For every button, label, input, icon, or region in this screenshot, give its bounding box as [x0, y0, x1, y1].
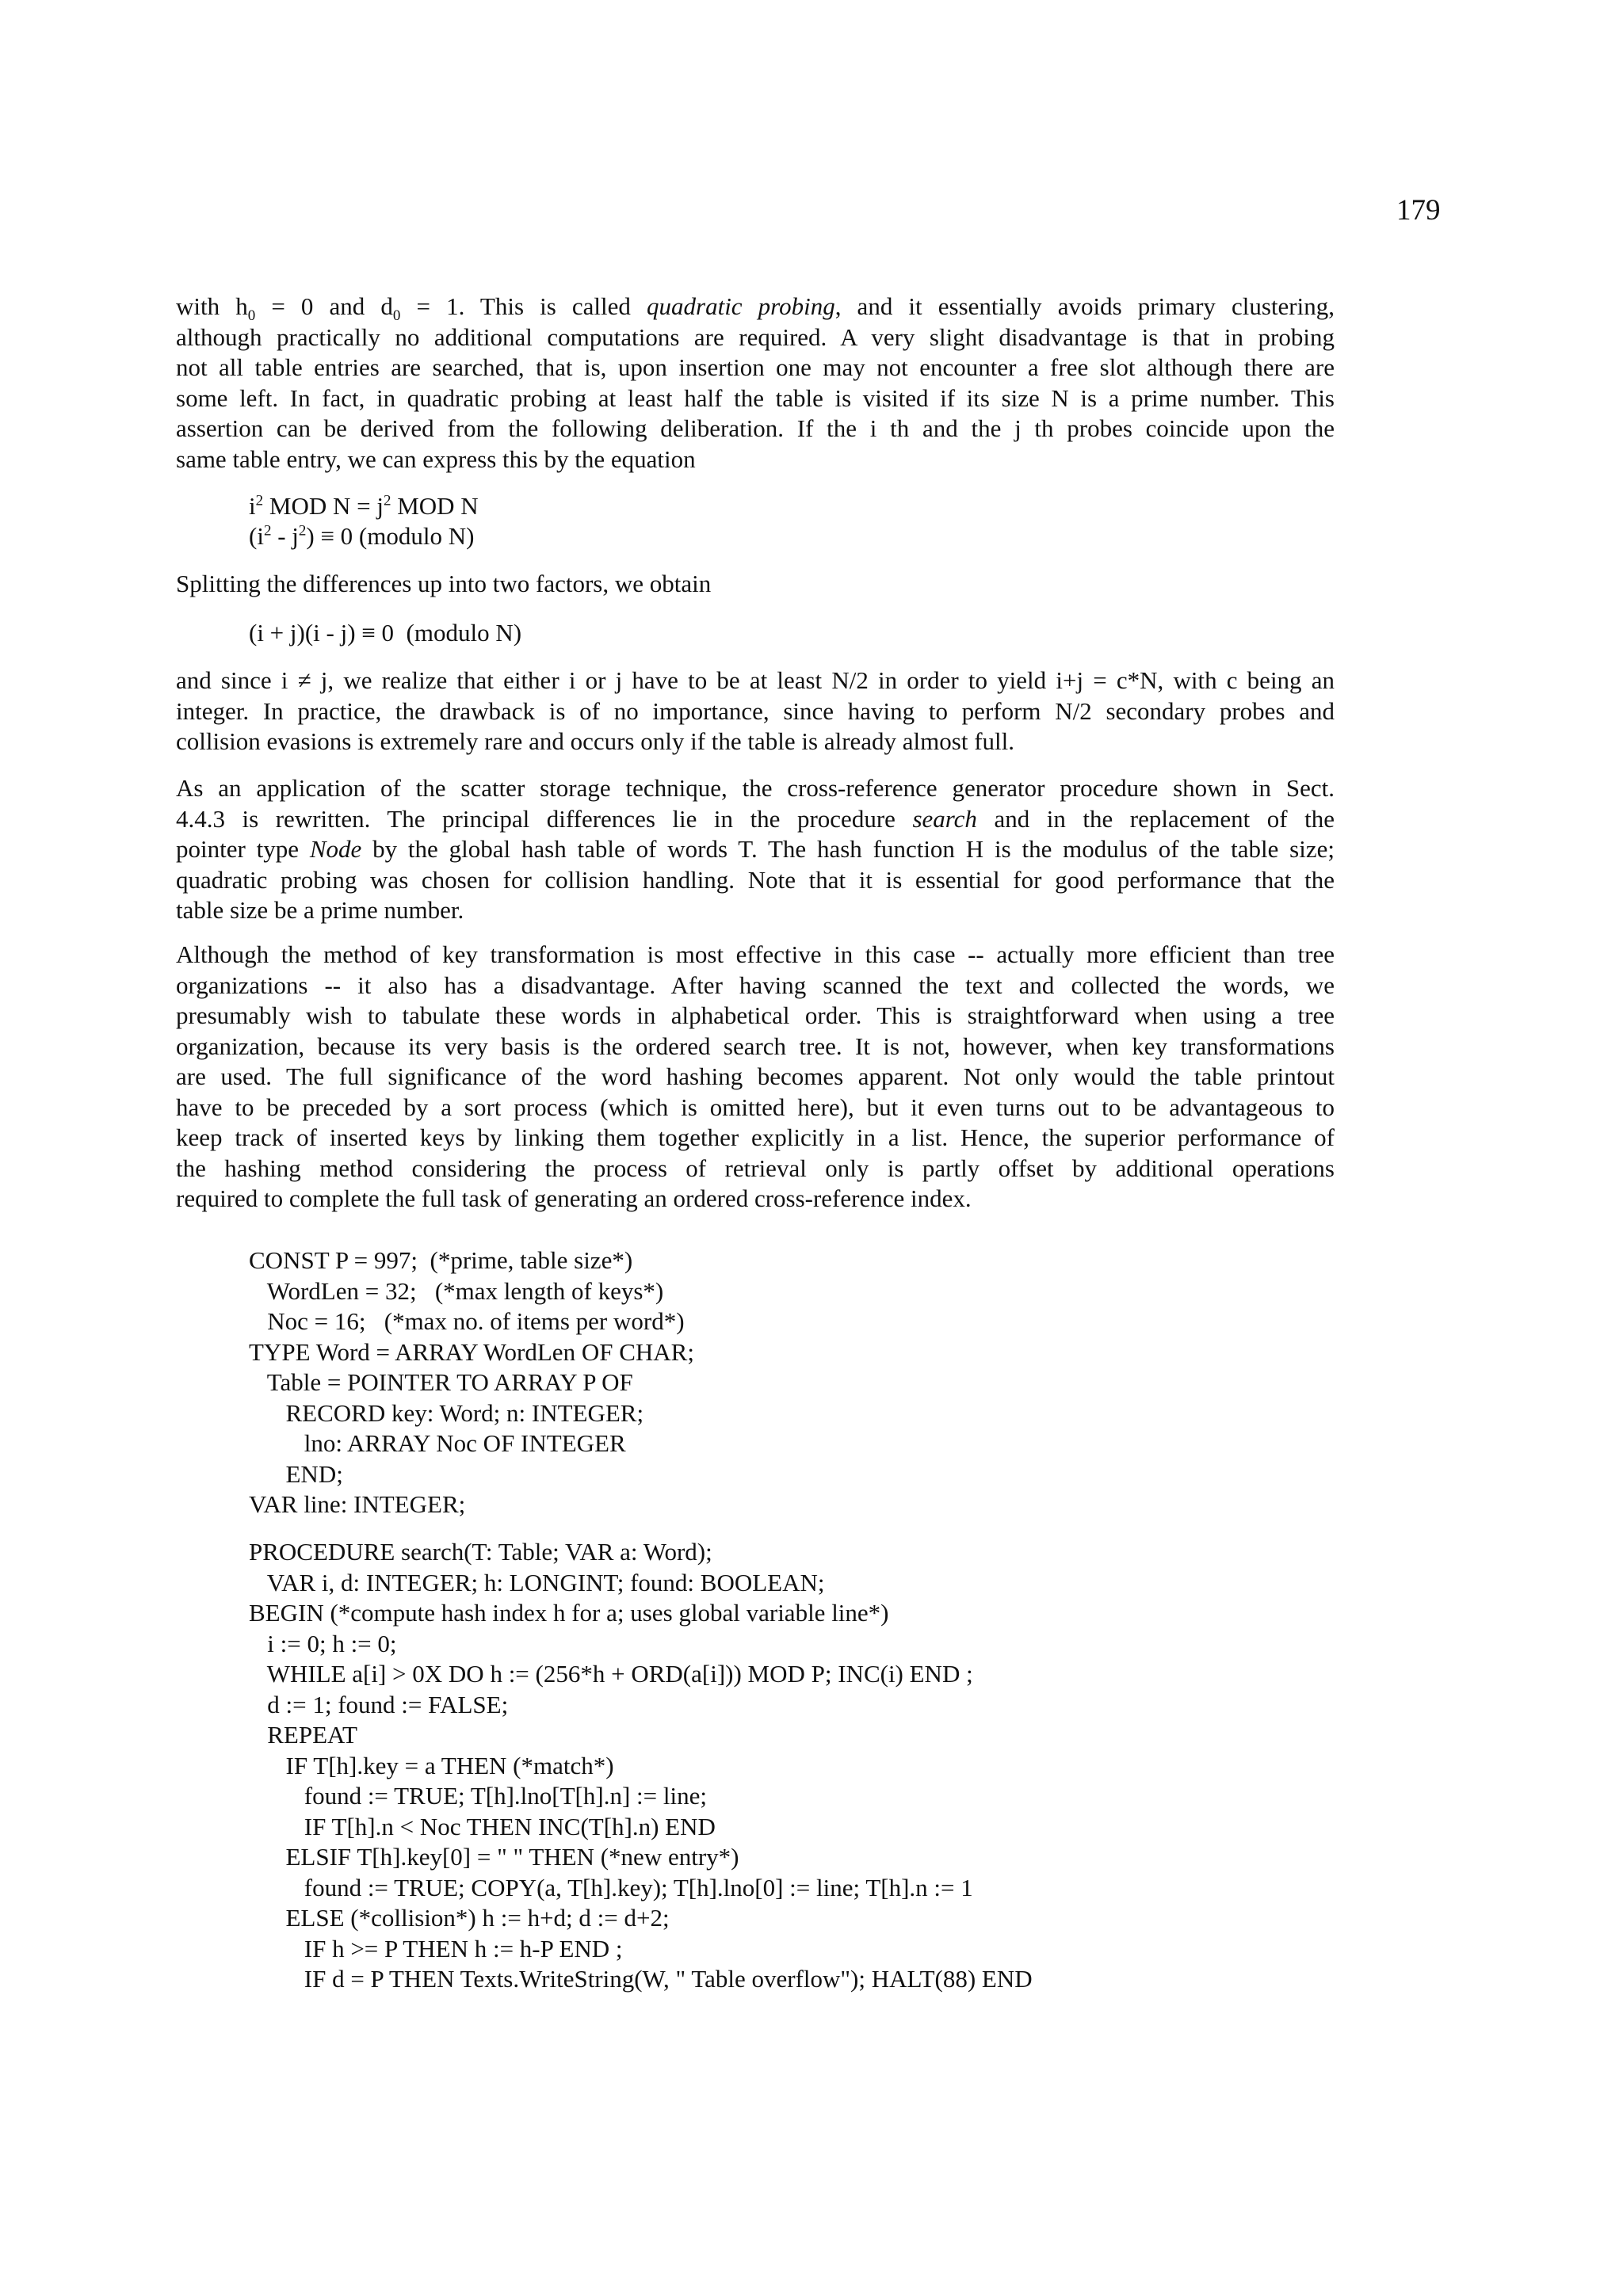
- code-line: IF T[h].key = a THEN (*match*): [249, 1751, 614, 1779]
- code-line: PROCEDURE search(T: Table; VAR a: Word);: [249, 1538, 712, 1566]
- text-line: Splitting the differences up into two factors, we obtain: [176, 570, 712, 597]
- code-line: BEGIN (*compute hash index h for a; uses global variable line*): [249, 1599, 889, 1627]
- paragraph-quadratic-probing: [176, 292, 1335, 475]
- code-line: END;: [249, 1459, 343, 1488]
- text-line: 4.4.3 is rewritten. The principal differences lie in the procedure search and in the replacement of the: [176, 804, 1335, 833]
- text-line: have to be preceded by a sort process (which is omitted here), but it even turns out to be advantageous to: [176, 1093, 1335, 1121]
- text-line: keep track of inserted keys by linking them together explicitly in a list. Hence, the superior performance of: [176, 1123, 1335, 1151]
- code-line: WordLen = 32; (*max length of keys*): [249, 1276, 664, 1305]
- equation-factors: (i + j)(i - j) ≡ 0 (modulo N): [249, 619, 522, 646]
- code-line: VAR line: INTEGER;: [249, 1490, 466, 1518]
- text-line: the hashing method considering the process of retrieval only is partly offset by additional operations: [176, 1154, 1335, 1182]
- paragraph-since: [176, 666, 1335, 757]
- text-line: some left. In fact, in quadratic probing at least half the table is visited if its size N is a prime number. This: [176, 383, 1335, 412]
- text-line: pointer type Node by the global hash table of words T. The hash function H is the modulus of the table size;: [176, 835, 1335, 863]
- code-line: TYPE Word = ARRAY WordLen OF CHAR;: [249, 1337, 694, 1366]
- code-line: d := 1; found := FALSE;: [249, 1690, 509, 1718]
- text-line: required to complete the full task of generating an ordered cross-reference index.: [176, 1184, 972, 1212]
- code-line: VAR i, d: INTEGER; h: LONGINT; found: BOOLEAN;: [249, 1568, 825, 1596]
- code-line: RECORD key: Word; n: INTEGER;: [249, 1398, 644, 1427]
- text-line: As an application of the scatter storage technique, the cross-reference generator procedure shown in Sect.: [176, 774, 1335, 802]
- code-line: ELSIF T[h].key[0] = " " THEN (*new entry*): [249, 1843, 739, 1871]
- code-line: Table = POINTER TO ARRAY P OF: [249, 1368, 633, 1396]
- text-line: and since i ≠ j, we realize that either i or j have to be at least N/2 in order to yield i+j = c*N, with c being an: [176, 666, 1335, 694]
- code-line: lno: ARRAY Noc OF INTEGER: [249, 1429, 626, 1457]
- code-line: IF d = P THEN Texts.WriteString(W, " Table overflow"); HALT(88) END: [249, 1965, 1033, 1993]
- code-line: REPEAT: [249, 1721, 357, 1749]
- code-line: found := TRUE; COPY(a, T[h].key); T[h].lno[0] := line; T[h].n := 1: [249, 1873, 973, 1901]
- equation-mod: $i^2$ MOD $N = j^2$ MOD N: [249, 492, 479, 520]
- text-line: same table entry, we can express this by the equation: [176, 444, 696, 473]
- text-line: are used. The full significance of the word hashing becomes apparent. Not only would the table printout: [176, 1062, 1335, 1090]
- code-line: IF h >= P THEN h := h-P END ;: [249, 1934, 623, 1962]
- text-line: although practically no additional computations are required. A very slight disadvantage is that in probing: [176, 322, 1335, 351]
- code-line: ELSE (*collision*) h := h+d; d := d+2;: [249, 1904, 670, 1932]
- text-line: with $h_0 = 0$ and $d_0 = 1$. This is called quadratic probing, and it essentially avoids primary clustering,: [176, 292, 1335, 325]
- text-line: not all table entries are searched, that is, upon insertion one may not encounter a free slot although there are: [176, 353, 1335, 381]
- text-line: Although the method of key transformation is most effective in this case -- actually more efficient than tree: [176, 940, 1335, 968]
- text-line: organization, because its very basis is the ordered search tree. It is not, however, when key transformations: [176, 1032, 1335, 1060]
- text-line: quadratic probing was chosen for collision handling. Note that it is essential for good performance that the: [176, 865, 1335, 894]
- text-line: table size be a prime number.: [176, 896, 464, 924]
- code-line: IF T[h].n < Noc THEN INC(T[h].n) END: [249, 1812, 716, 1840]
- code-line: found := TRUE; T[h].lno[T[h].n] := line;: [249, 1782, 707, 1810]
- paragraph-key-transformation: [176, 940, 1335, 1215]
- code-line: WHILE a[i] > 0X DO h := (256*h + ORD(a[i])) MOD P; INC(i) END ;: [249, 1660, 973, 1688]
- equation-congruence: $(i^2 - j^2) \equiv 0$ (modulo N): [249, 522, 475, 550]
- text-line: assertion can be derived from the following deliberation. If the i th and the j th probes coincide upon the: [176, 414, 1335, 442]
- text-line: presumably wish to tabulate these words in alphabetical order. This is straightforward when using a tree: [176, 1001, 1335, 1029]
- code-line: Noc = 16; (*max no. of items per word*): [249, 1307, 685, 1335]
- page-number: 179: [1396, 194, 1441, 227]
- paragraph-application: [176, 773, 1335, 926]
- code-line: CONST P = 997; (*prime, table size*): [249, 1246, 633, 1274]
- text-line: integer. In practice, the drawback is of no importance, since having to perform N/2 secondary probes and: [176, 696, 1335, 725]
- text-line: organizations -- it also has a disadvantage. After having scanned the text and collected the words, we: [176, 971, 1335, 999]
- code-declarations: [249, 1245, 694, 1520]
- code-search-procedure: [249, 1537, 1033, 1995]
- paragraph-splitting: [176, 569, 1335, 600]
- code-line: i := 0; h := 0;: [249, 1629, 397, 1657]
- text-line: collision evasions is extremely rare and occurs only if the table is already almost full.: [176, 727, 1014, 755]
